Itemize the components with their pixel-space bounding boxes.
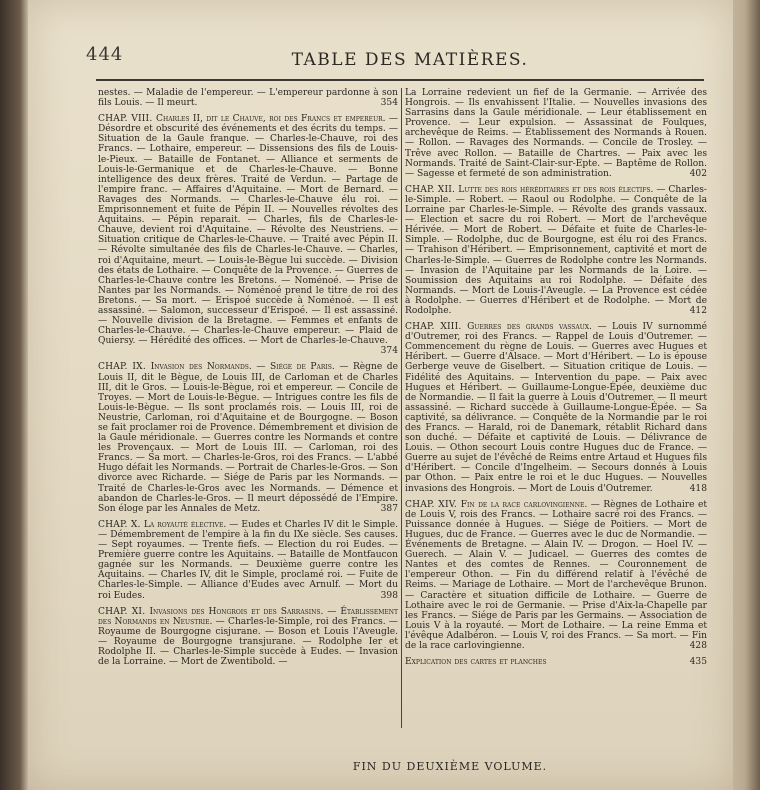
chapter-number: CHAP. VIII. xyxy=(98,114,156,125)
entry-summary: nestes. — Maladie de l'empereur. — L'empereur pardonne à son fils Louis. — Il meurt. xyxy=(98,88,398,109)
chapter-heading: Invasion des Normands. — Siége de Paris. xyxy=(150,362,340,373)
page-reference: 435 xyxy=(689,657,707,668)
toc-entry xyxy=(98,520,398,601)
toc-entry xyxy=(405,88,707,179)
page-reference: 418 xyxy=(689,483,707,494)
toc-entry xyxy=(98,88,398,108)
chapter-heading: Explication des cartes et planches xyxy=(405,657,547,668)
chapter-heading: Fin de la race carlovingienne. xyxy=(460,499,591,510)
toc-entry xyxy=(405,322,707,494)
page-reference: 412 xyxy=(689,305,707,316)
toc-entry xyxy=(405,185,707,316)
column-divider xyxy=(401,88,402,728)
entry-summary: — Charles-le-Simple, roi des Francs. — Royaume de Bourgogne cisjurane. — Boson et Louis l'Aveugle. — Royaume de Bourgogne transjurane. — Rodolphe Ier et Rodolphe II. — Charles-le-Simple succède à Eudes. — Invasion de la Lorraine. — Mort de Zwentibold. — xyxy=(98,616,398,668)
page-reference: 387 xyxy=(380,503,398,514)
page-reference: 402 xyxy=(689,168,707,179)
page-reference: 374 xyxy=(380,346,398,357)
entry-summary: — Eudes et Charles IV dit le Simple. — Démembrement de l'empire à la fin du IXe siècle. Ses causes. — Sept royaumes. — Trente fiefs. — Election du roi Eudes. — Première guerre contre les Aquitains. — Bataille de Montfaucon gagnée sur les Normands. — Deuxième guerre contre les Aquitains. — Charles IV, dit le Simple, proclamé roi. — Fuite de Charles-le-Simple. — Alliance d'Eudes avec Arnulf. — Mort du roi Eudes. xyxy=(98,519,398,601)
header-rule xyxy=(96,79,704,81)
volume-end-note: FIN DU DEUXIÈME VOLUME. xyxy=(352,760,548,773)
chapter-heading: Charles II, dit le Chauve, roi des Francs et empereur. xyxy=(156,114,389,125)
entry-summary: — Désordre et obscurité des événements et des écrits du temps. — Situation de la Gaule franque. — Charles-le-Chauve, roi des Francs. — Lothaire, empereur. — Dissensions des fils de Louis-le-Pieux. — Bataille de Fontanet. — Alliance et serments de Louis-le-Germanique et de Charles-le-Chauve. — Bonne intelligence des deux frères. Traité de Verdun. — Partage de l'empire franc. — Affaires d'Aquitaine. — Mort de Bernard. — Ravages des Normands. — Charles-le-Chauve élu roi. — Emprisonnement et fuite de Pépin II. — Nouvelles révoltes des Aquitains. — Pépin reparait. — Charles, fils de Charles-le-Chauve, devient roi d'Aquitaine. — Révolte des Neustriens. — Situation critique de Charles-le-Chauve. — Traité avec Pépin II. — Révolte simultanée des fils de Charles-le-Chauve. — Charles, roi d'Aquitaine, meurt. — Louis-le-Bègue lui succède. — Division des états de Lothaire. — Conquête de la Provence. — Guerres de Charles-le-Chauve contre les Bretons. — Noménoé. — Prise de Nantes par les Normands. — Noménoé prend le titre de roi des Bretons. — Sa mort. — Erispoé succède à Noménoé. — Il est assassiné. — Salomon, successeur d'Erispoé. — Il est assassiné. — Nouvelle division de la Bretagne. — Femmes et enfants de Charles-le-Chauve. — Charles-le-Chauve empereur. — Plaid de Quiersy. — Hérédité des offices. — Mort de Charles-le-Chauve. xyxy=(98,114,398,347)
entry-summary: — Charles-le-Simple. — Robert. — Raoul ou Rodolphe. — Conquête de la Lorraine par Charles-le-Simple. — Révolte des grands vassaux. — Election et sacre du roi Robert. — Mort de l'archevêque Hérivée. — Mort de Robert. — Défaite et fuite de Charles-le-Simple. — Rodolphe, duc de Bourgogne, est élu roi des Francs. — Trahison d'Héribert. — Emprisonnement, captivité et mort de Charles-le-Simple. — Guerres de Rodolphe contre les Normands. — Invasion de l'Aquitaine par les Normands de la Loire. — Soumission des Aquitains au roi Rodolphe. — Défaite des Normands. — Mort de Louis-l'Aveugle. — La Provence est cédée à Rodolphe. — Guerres d'Héribert et de Rodolphe. — Mort de Rodolphe. xyxy=(405,184,707,316)
chapter-heading: Guerres des grands vassaux. xyxy=(467,322,598,333)
toc-entry xyxy=(405,500,707,651)
toc-entry xyxy=(98,114,398,356)
entry-summary: — Règne de Louis II, dit le Bègue, de Louis III, de Carloman et de Charles III, dit le Gros. — Louis-le-Bègue, roi et empereur. — Concile de Troyes. — Mort de Louis-le-Bègue. — Intrigues contre les fils de Louis-le-Bègue. — Ils sont proclamés rois. — Louis III, roi de Neustrie, Carloman, roi d'Aquitaine et de Bourgogne. — Boson se fait proclamer roi de Provence. Démembrement et division de la Gaule méridionale. — Guerres contre les Normands et contre les Provençaux. — Mort de Louis III. — Carloman, roi des Francs. — Sa mort. — Charles-le-Gros, roi des Francs. — L'abbé Hugo défait les Normands. — Portrait de Charles-le-Gros. — Son divorce avec Richarde. — Siége de Paris par les Normands. — Traité de Charles-le-Gros avec les Normands. — Démence et abandon de Charles-le-Gros. — Il meurt dépossédé de l'Empire. Son éloge par les Annales de Metz. xyxy=(98,362,398,514)
entry-summary: — Louis IV surnommé d'Outremer, roi des Francs. — Rappel de Louis d'Outremer. — Commencement du règne de Louis. — Guerres avec Hugues et Héribert. — Guerre d'Alsace. — Mort d'Héribert. — Lo is épouse Gerberge veuve de Giselbert. — Situation critique de Louis. — Fidélité des Aquitains. — Intervention du pape. — Paix avec Hugues et Héribert. — Guillaume-Longue-Épée, deuxième duc de Normandie. — Il fait la guerre à Louis d'Outremer. — Il meurt assassiné. — Richard succède à Guillaume-Longue-Épée. — Sa captivité, sa délivrance. — Conquête de la Normandie par le roi des Francs. — Harald, roi de Danemark, rétablit Richard dans son duché. — Défaite et captivité de Louis. — Délivrance de Louis. — Othon secourt Louis contre Hugues duc de France. — Guerre au sujet de l'évêché de Reims entre Artaud et Hugues fils d'Héribert. — Concile d'Ingelheim. — Secours donnés à Louis par Othon. — Paix entre le roi et le duc Hugues. — Nouvelles invasions des Hongrois. — Mort de Louis d'Outremer. xyxy=(405,322,707,494)
page-reference: 398 xyxy=(380,590,398,601)
chapter-number: CHAP. X. xyxy=(98,519,144,530)
page-title: TABLE DES MATIÈRES. xyxy=(291,50,529,70)
entry-summary: La Lorraine redevient un fief de la Germanie. — Arrivée des Hongrois. — Ils envahissent l'Italie. — Nouvelles invasions des Sarrasins dans la Gaule méridionale. — Leur établissement en Provence. — Leur expulsion. — Assassinat de Foulques, archevêque de Reims. — Établissement des Normands à Rouen. — Rollon. — Ravages des Normands. — Concile de Trosley. — Trêve avec Rollon. — Bataille de Chartres. — Paix avec les Normands. Traité de Saint-Clair-sur-Epte. — Baptême de Rollon. — Sagesse et fermeté de son administration. xyxy=(405,88,707,179)
chapter-heading: La royauté élective. xyxy=(143,519,230,530)
toc-entry xyxy=(405,657,707,667)
toc-entry xyxy=(98,607,398,668)
toc-entry xyxy=(98,362,398,513)
chapter-number: CHAP. XIV. xyxy=(405,499,461,510)
page-reference: 428 xyxy=(689,640,707,651)
chapter-number: CHAP. XII. xyxy=(405,184,459,195)
right-column xyxy=(405,88,707,673)
chapter-heading: Lutte des rois héréditaires et des rois électifs. xyxy=(458,184,657,195)
chapter-number: CHAP. XI. xyxy=(98,606,150,617)
chapter-number: CHAP. IX. xyxy=(98,362,151,373)
page-number: 444 xyxy=(86,44,124,65)
chapter-heading: Invasions des Hongrois et des Sarrasins. — Établissement des Normands en Neustrie. xyxy=(98,606,399,627)
left-column xyxy=(98,88,398,673)
page-reference: 354 xyxy=(380,98,398,109)
chapter-number: CHAP. XIII. xyxy=(405,322,468,333)
entry-summary: — Règnes de Lothaire et de Louis V, rois des Francs. — Lothaire sacré roi des Francs. — Puissance donnée à Hugues. — Siége de Poitiers. — Mort de Hugues, duc de France. — Guerres avec le duc de Normandie. — Événements de Bretagne. — Alain IV. — Drogon. — Hoel IV. — Guerech. — Alain V. — Judicael. — Guerres des comtes de Nantes et des comtes de Rennes. — Couronnement de l'empereur Othon. — Fin du différend relatif à l'évêché de Reims. — Mariage de Lothaire. — Mort de l'archevêque Brunon. — Caractère et situation difficile de Lothaire. — Guerre de Lothaire avec le roi de Germanie. — Prise d'Aix-la-Chapelle par les Francs. — Siége de Paris par les Germains. — Association de Louis V à la royauté. — Mort de Lothaire. — La reine Emma et l'évêque Adalbéron. — Louis V, roi des Francs. — Sa mort. — Fin de la race carlovingienne. xyxy=(405,499,708,651)
